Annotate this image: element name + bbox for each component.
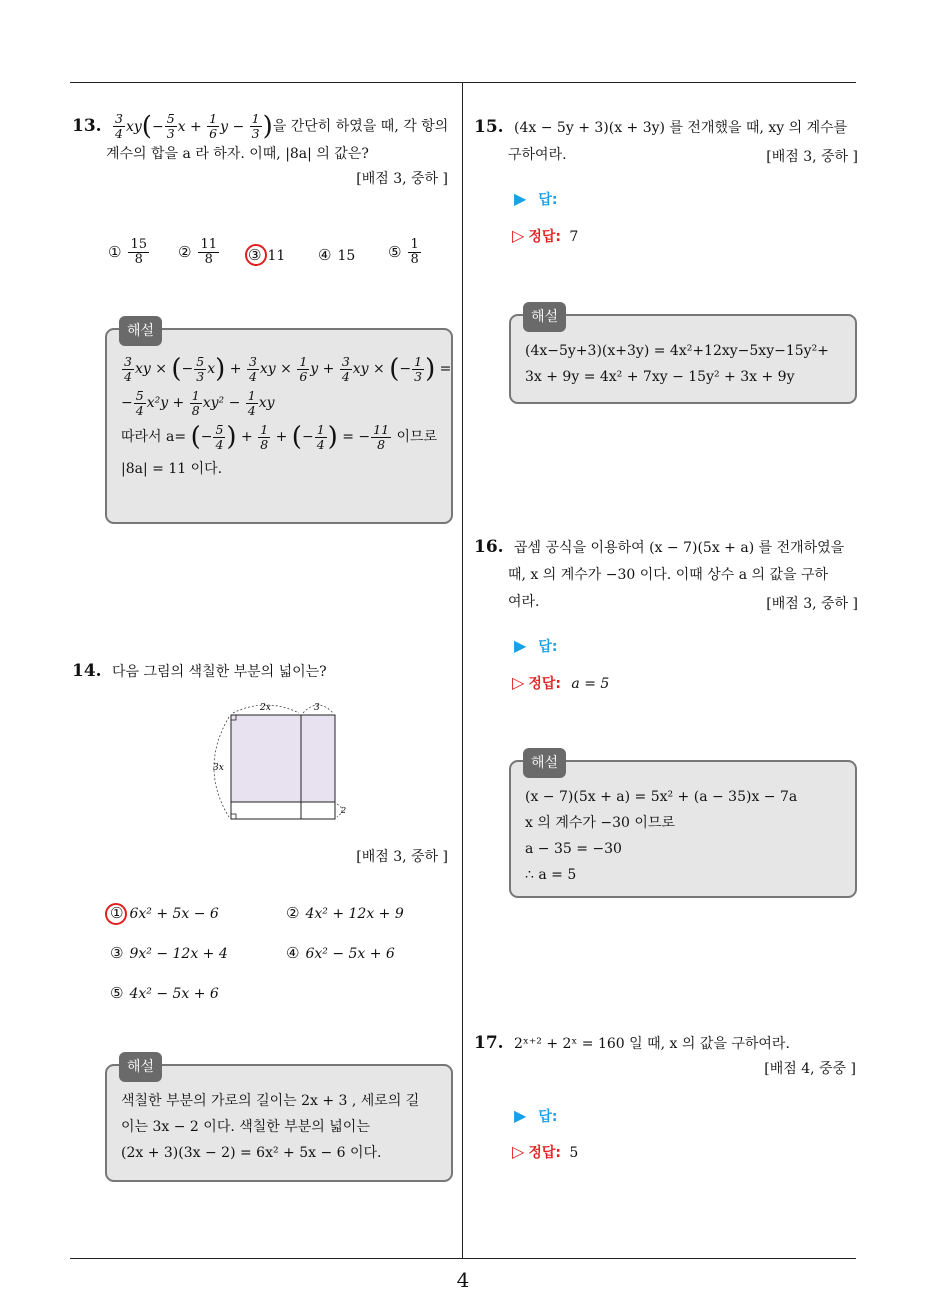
q15-solution-box (509, 309, 857, 404)
q15-text-line1: (4x − 5y + 3)(x + 3y) 를 전개했을 때, xy 의 계수를 (514, 120, 848, 136)
answer-arrow-icon: ▶ (514, 1106, 527, 1125)
q14-solution-line1: 색칠한 부분의 가로의 길이는 2x + 3 , 세로의 길 (121, 1093, 420, 1109)
score-label: [배점 4, 중중 ] (764, 1061, 856, 1077)
q13-choices (108, 238, 448, 278)
q13-solution-box (105, 323, 453, 524)
q14-figure (205, 698, 355, 828)
q16-solution-box (509, 755, 857, 898)
correct-arrow-icon: ▷ (512, 226, 525, 245)
selected-answer-mark (245, 244, 267, 266)
solution-tag: 해설 (119, 316, 162, 346)
choice-1[interactable]: ① $\frac{15}{8}$ (108, 237, 147, 267)
label-3x: 3x (213, 763, 224, 773)
label-3: 3 (314, 703, 320, 713)
question-number: 15. (474, 117, 504, 137)
bottom-rule (70, 1258, 856, 1259)
solution-tag: 해설 (119, 1052, 162, 1082)
choice-5[interactable]: ⑤ 4x² − 5x + 6 (110, 984, 219, 1002)
solution-tag: 해설 (523, 302, 566, 332)
score-label: [배점 3, 중하 ] (766, 149, 858, 165)
correct-arrow-icon: ▷ (512, 1142, 525, 1161)
score-label: [배점 3, 중하 ] (766, 596, 858, 612)
choice-3[interactable]: ③ 11 (248, 246, 286, 264)
q13-solution-line4: |8a| = 11 이다. (121, 461, 223, 477)
q16-solution-line2: x 의 계수가 −30 이므로 (525, 815, 675, 831)
top-rule (70, 82, 856, 83)
q14-solution-line2: 이는 3x − 2 이다. 색칠한 부분의 넓이는 (121, 1119, 370, 1135)
question-16 (474, 534, 858, 615)
q16-correct-answer: ▷ 정답: a = 5 (512, 673, 610, 692)
q15-answer-row[interactable]: ▶ 답: (514, 189, 558, 208)
q16-text-line2: 때, x 의 계수가 −30 이다. 이때 상수 a 의 값을 구하 (508, 567, 829, 583)
q14-text: 다음 그림의 색칠한 부분의 넓이는? (112, 664, 327, 680)
question-17 (474, 1030, 858, 1078)
choice-3[interactable]: ③ 9x² − 12x + 4 (110, 944, 228, 962)
q16-solution-line1: (x − 7)(5x + a) = 5x² + (a − 35)x − 7a (525, 789, 798, 805)
question-number: 16. (474, 537, 504, 557)
q16-solution-line4: ∴ a = 5 (525, 867, 577, 883)
q13-solution-line1: $\frac{3}{4}$ xy × (− $\frac{5}{3}$ x) + $\frac{3}{4}$ xy × $\frac{1}{6}$ y + $\frac{3}{4}$ xy × (− $\frac{1}{3}$ ) = (124, 353, 452, 384)
q16-text-line3: 여라. (508, 594, 540, 610)
question-15 (474, 114, 858, 168)
label-2x: 2x (260, 703, 271, 713)
q17-correct-answer: ▷ 정답: 5 (512, 1142, 579, 1161)
q15-solution-line1: (4x−5y+3)(x+3y) = 4x²+12xy−5xy−15y²+ (525, 343, 829, 359)
question-14 (72, 658, 456, 686)
question-13 (72, 112, 456, 188)
q13-text-line1: 을 간단히 하였을 때, 각 항의 (272, 118, 449, 135)
q16-solution-line3: a − 35 = −30 (525, 841, 622, 857)
question-number: 17. (474, 1033, 504, 1053)
score-label: [배점 3, 중하 ] (356, 171, 448, 187)
label-2: 2 (341, 806, 347, 815)
q17-answer-row[interactable]: ▶ 답: (514, 1106, 558, 1125)
q13-solution-line2: − $\frac{5}{4}$ x²y + $\frac{1}{8}$ xy² − $\frac{1}{4}$ xy (121, 387, 275, 418)
question-number: 13. (72, 115, 102, 136)
choice-2[interactable]: ② 4x² + 12x + 9 (286, 904, 404, 922)
q15-text-line2: 구하여라. (508, 147, 567, 163)
q16-text-line1: 곱셈 공식을 이용하여 (x − 7)(5x + a) 를 전개하였을 (514, 540, 845, 556)
q14-solution-box (105, 1059, 453, 1182)
question-number: 14. (72, 661, 102, 681)
shaded-region (231, 715, 335, 802)
correct-arrow-icon: ▷ (512, 673, 525, 692)
choice-1[interactable]: ① 6x² + 5x − 6 (110, 904, 219, 922)
solution-tag: 해설 (523, 748, 566, 778)
choice-2[interactable]: ② $\frac{11}{8}$ (178, 237, 217, 267)
answer-arrow-icon: ▶ (514, 189, 527, 208)
answer-arrow-icon: ▶ (514, 636, 527, 655)
choice-4[interactable]: ④ 6x² − 5x + 6 (286, 944, 395, 962)
score-label: [배점 3, 중하 ] (356, 849, 448, 865)
q15-solution-line2: 3x + 9y = 4x² + 7xy − 15y² + 3x + 9y (525, 369, 795, 385)
column-divider (462, 83, 463, 1259)
q13-text-line2: 계수의 합을 a 라 하자. 이때, |8a| 의 값은? (106, 146, 369, 162)
selected-answer-mark (105, 903, 127, 925)
choice-5[interactable]: ⑤ $\frac{1}{8}$ (388, 237, 419, 267)
q13-expression: $\frac{3}{4}$ xy(− $\frac{5}{3}$ x + $\frac{1}{6}$ y − $\frac{1}{3}$ ) (115, 111, 273, 141)
q14-solution-line3: (2x + 3)(3x − 2) = 6x² + 5x − 6 이다. (121, 1145, 382, 1161)
q13-solution-line3: 따라서 a= (− $\frac{5}{4}$ ) + $\frac{1}{8}$ + (− $\frac{1}{4}$ ) = − $\frac{11}{8}$ 이므로 (121, 421, 438, 452)
q14-choices (110, 904, 450, 1014)
q15-correct-answer: ▷ 정답: 7 (512, 226, 579, 245)
q17-text-line1: 2ˣ⁺² + 2ˣ = 160 일 때, x 의 값을 구하여라. (514, 1036, 790, 1052)
choice-4[interactable]: ④ 15 (318, 246, 356, 264)
q16-answer-row[interactable]: ▶ 답: (514, 636, 558, 655)
page-number: 4 (456, 1268, 470, 1292)
